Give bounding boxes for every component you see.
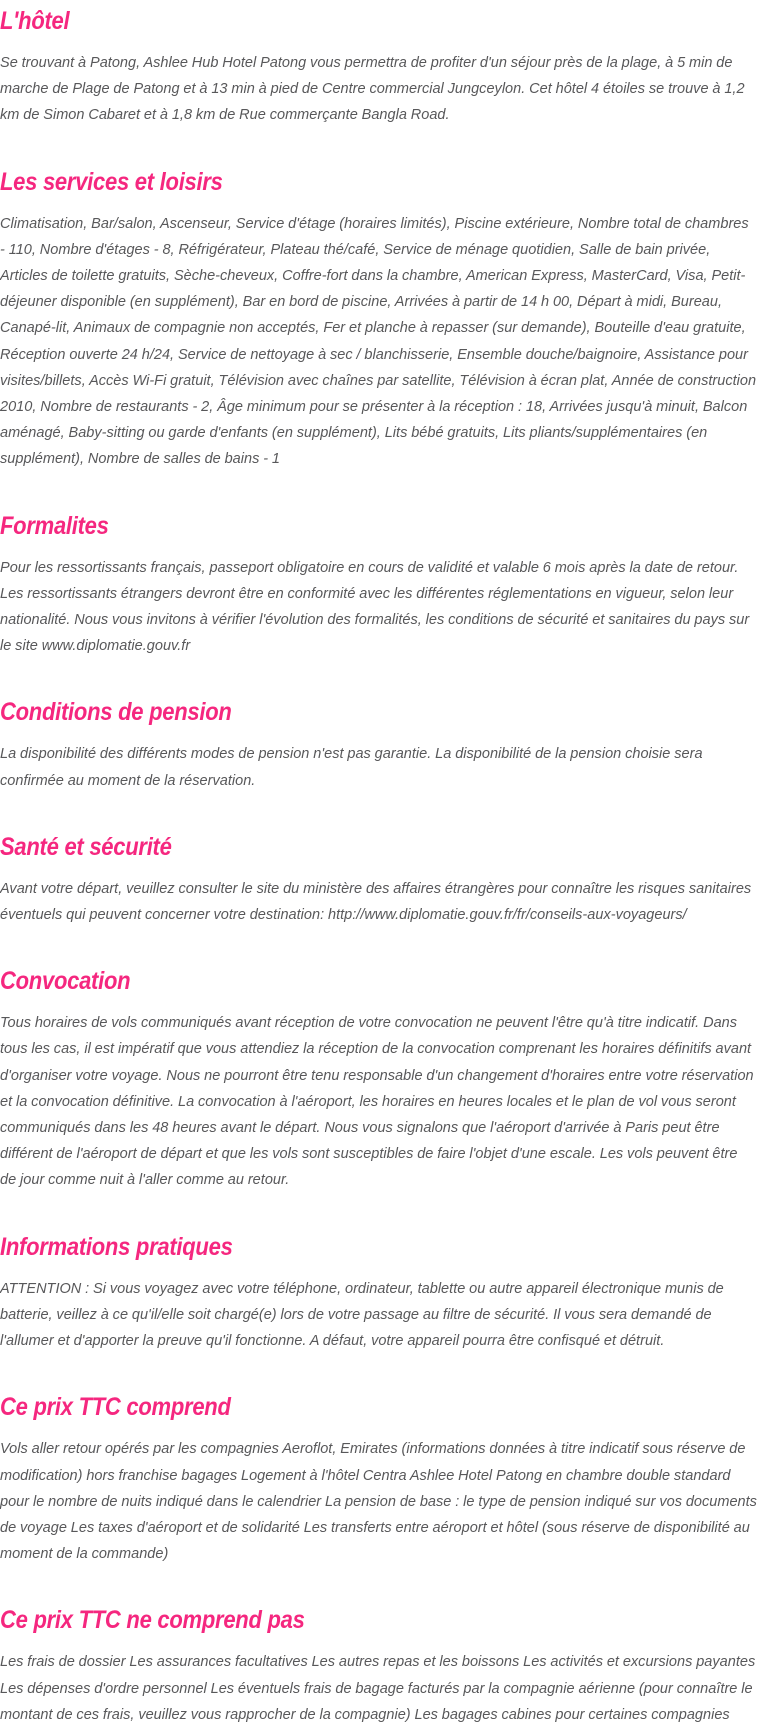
section-title-informations-pratiques: Informations pratiques: [0, 1232, 233, 1261]
section-hotel: [0, 6, 758, 129]
section-spacer: [0, 1354, 758, 1392]
section-convocation: [0, 966, 758, 1193]
section-spacer: [0, 473, 758, 511]
section-spacer: [0, 1567, 758, 1605]
section-title-prix-ne-comprend-pas: Ce prix TTC ne comprend pas: [0, 1606, 305, 1635]
section-body-convocation: Tous horaires de vols communiqués avant réception de votre convocation ne peuvent l'être qu'à titre indicatif. Dans tous les cas, il est impératif que vous attendiez la réception de la convocation comprenant les horaires définitifs avant d'organiser votre voyage. Nous ne pourront être tenu responsable d'un changement d'horaires entre votre réservation et la convocation définitive. La convocation à l'aéroport, les horaires en heures locales et le plan de vol vous seront communiqués dans les 48 heures avant le départ. Nous vous signalons que l'aéroport d'arrivée à Paris peut être différent de l'aéroport de départ et que les vols sont susceptibles de faire l'objet d'une escale. Les vols peuvent être de jour comme nuit à l'aller comme au retour.: [0, 1014, 754, 1189]
section-body-conditions-pension: La disponibilité des différents modes de pension n'est pas garantie. La disponibilité de la pension choisie sera confirmée au moment de la réservation.: [0, 745, 703, 789]
section-body-informations-pratiques: ATTENTION : Si vous voyagez avec votre téléphone, ordinateur, tablette ou autre appareil électronique munis de batterie, veillez à ce qu'il/elle soit chargé(e) lors de votre passage au filtre de sécurité. Il vous sera demandé de l'allumer et d'apporter la preuve qu'il fonctionne. A défaut, votre appareil pourra être confisqué et détruit.: [0, 1279, 724, 1350]
section-title-sante-securite: Santé et sécurité: [0, 832, 172, 861]
section-prix-ne-comprend-pas: [0, 1605, 758, 1728]
spacer: [0, 36, 758, 50]
section-prix-comprend: [0, 1392, 758, 1567]
section-title-conditions-pension: Conditions de pension: [0, 698, 232, 727]
spacer: [0, 727, 758, 741]
section-title-convocation: Convocation: [0, 967, 131, 996]
spacer: [0, 996, 758, 1010]
spacer: [0, 1635, 758, 1649]
section-body-prix-ne-comprend-pas: Les frais de dossier Les assurances facultatives Les autres repas et les boissons Les activités et excursions payantes Les dépenses d'ordre personnel Les éventuels frais de bagage facturés par la compagnie aérienne (pour connaître le montant de ces frais, veuillez vous rapprocher de la compagnie) Les bagages cabines pour certaines compagnies: [0, 1653, 756, 1723]
spacer: [0, 1422, 758, 1436]
section-spacer: [0, 928, 758, 966]
section-informations-pratiques: [0, 1232, 758, 1355]
section-body-sante-securite: Avant votre départ, veuillez consulter le site du ministère des affaires étrangères pour connaître les risques sanitaires éventuels qui peuvent concerner votre destination: http://www.diplomatie.gouv.fr/fr/conseils-aux-voyageurs/: [0, 879, 752, 924]
section-title-services-loisirs: Les services et loisirs: [0, 167, 223, 196]
spacer: [0, 1262, 758, 1276]
section-sante-securite: [0, 832, 758, 928]
section-title-prix-comprend: Ce prix TTC comprend: [0, 1393, 231, 1422]
section-spacer: [0, 129, 758, 167]
section-conditions-pension: [0, 697, 758, 793]
section-body-prix-comprend: Vols aller retour opérés par les compagnies Aeroflot, Emirates (informations données à titre indicatif sous réserve de modification) hors franchise bagages Logement à l'hôtel Centra Ashlee Hotel Patong en chambre double standard pour le nombre de nuits indiqué dans le calendrier La pension de base : le type de pension indiqué sur vos documents de voyage Les taxes d'aéroport et de solidarité Les transferts entre aéroport et hôtel (sous réserve de disponibilité au moment de la commande): [0, 1440, 757, 1563]
section-body-formalites: Pour les ressortissants français, passeport obligatoire en cours de validité et valable 6 mois après la date de retour. Les ressortissants étrangers devront être en conformité avec les différentes réglementations en vigueur, selon leur nationalité. Nous vous invitons à vérifier l'évolution des formalités, les conditions de sécurité et sanitaires du pays sur le site www.diplomatie.gouv.fr: [0, 558, 750, 655]
section-services-loisirs: [0, 167, 758, 473]
spacer: [0, 541, 758, 555]
section-spacer: [0, 659, 758, 697]
spacer: [0, 862, 758, 876]
section-formalites: [0, 511, 758, 660]
section-body-hotel: Se trouvant à Patong, Ashlee Hub Hotel Patong vous permettra de profiter d'un séjour près de la plage, à 5 min de marche de Plage de Patong et à 13 min à pied de Centre commercial Jungceylon. Cet hôtel 4 étoiles se trouve à 1,2 km de Simon Cabaret et à 1,8 km de Rue commerçante Bangla Road.: [0, 54, 745, 124]
section-title-hotel: L'hôtel: [0, 7, 70, 35]
section-title-formalites: Formalites: [0, 511, 109, 540]
section-spacer: [0, 794, 758, 832]
section-body-services-loisirs: Climatisation, Bar/salon, Ascenseur, Service d'étage (horaires limités), Piscine extérieure, Nombre total de chambres - 110, Nombre d'étages - 8, Réfrigérateur, Plateau thé/café, Service de ménage quotidien, Salle de bain privée, Articles de toilette gratuits, Sèche-cheveux, Coffre-fort dans la chambre, American Express, MasterCard, Visa, Petit-déjeuner disponible (en supplément), Bar en bord de piscine, Arrivées à partir de 14 h 00, Départ à midi, Bureau, Canapé-lit, Animaux de compagnie non acceptés, Fer et planche à repasser (sur demande), Bouteille d'eau gratuite, Réception ouverte 24 h/24, Service de nettoyage à sec / blanchisserie, Ensemble douche/baignoire, Assistance pour visites/billets, Accès Wi-Fi gratuit, Télévision avec chaînes par satellite, Télévision à écran plat, Année de construction 2010, Nombre de restaurants - 2, Âge minimum pour se présenter à la réception : 18, Arrivées jusqu'à minuit, Balcon aménagé, Baby-sitting ou garde d'enfants (en supplément), Lits bébé gratuits, Lits pliants/supplémentaires (en supplément), Nombre de salles de bains - 1: [0, 214, 757, 468]
spacer: [0, 197, 758, 211]
section-spacer: [0, 1194, 758, 1232]
